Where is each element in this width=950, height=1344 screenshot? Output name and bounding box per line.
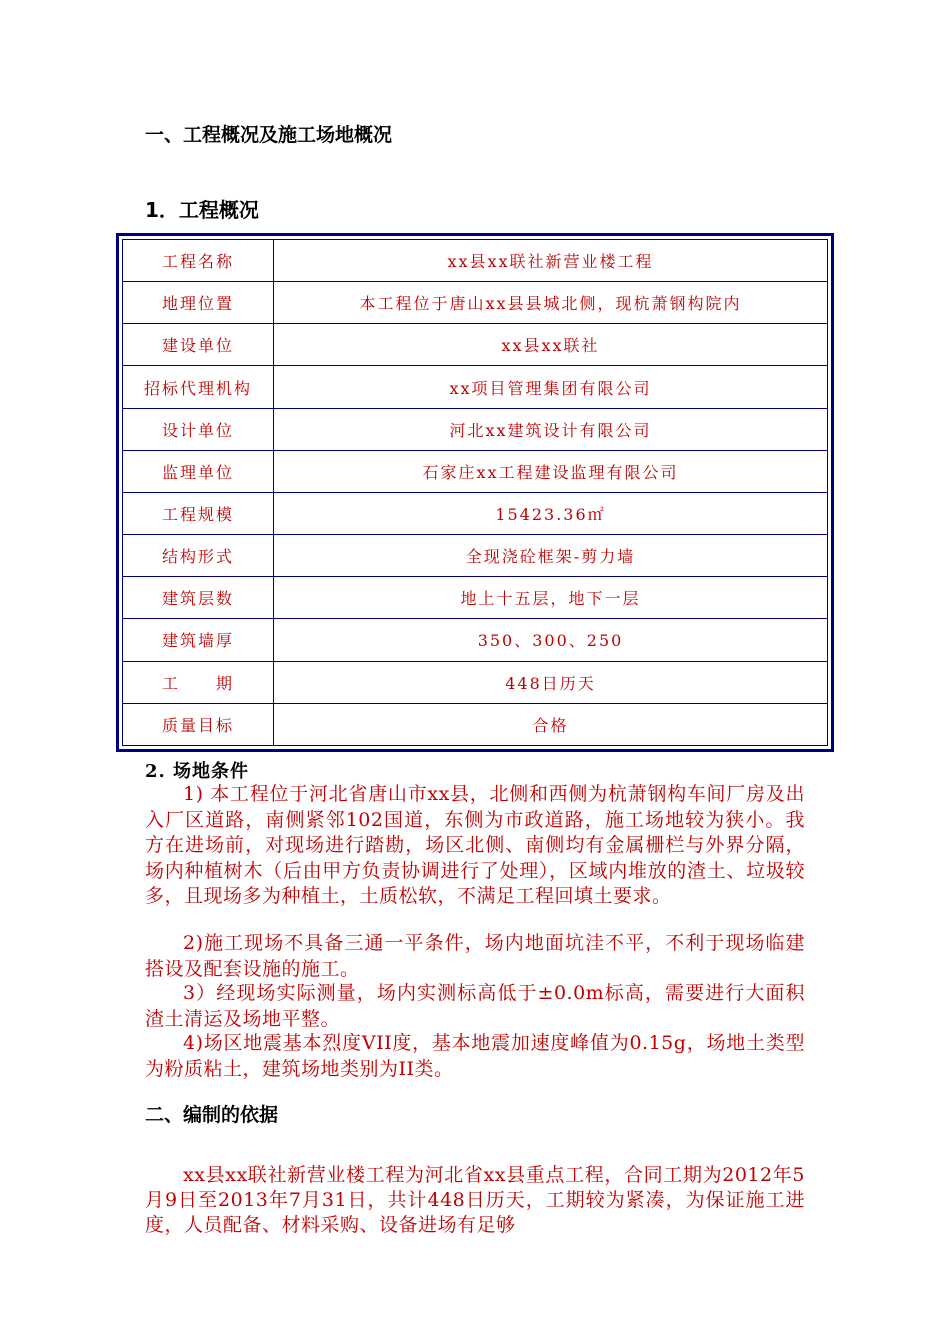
row-value: 全现浇砼框架-剪力墙: [274, 535, 828, 577]
site-condition-paragraph-3: 3）经现场实际测量，场内实测标高低于±0.0m标高，需要进行大面积渣土清运及场地平整。: [145, 982, 805, 1030]
table-row: [123, 492, 828, 534]
table-row: [123, 408, 828, 450]
basis-paragraph: xx县xx联社新营业楼工程为河北省xx县重点工程，合同工期为2012年5月9日至2013年7月31日，共计448日历天，工期较为紧凑，为保证施工进度，人员配备、材料采购、设备进场有足够: [145, 1164, 805, 1236]
row-label: 建设单位: [123, 324, 274, 366]
row-value: xx县xx联社新营业楼工程: [274, 240, 828, 282]
table-row: [123, 619, 828, 661]
table-row: [123, 366, 828, 408]
row-label: 工 期: [123, 661, 274, 703]
table-row: [123, 240, 828, 282]
site-condition-paragraph-2: 2)施工现场不具备三通一平条件，场内地面坑洼不平，不利于现场临建搭设及配套设施的施工。: [145, 932, 805, 980]
section-1-heading: 一、工程概况及施工场地概况: [145, 124, 393, 146]
section-2-heading: 二、编制的依据: [145, 1104, 279, 1126]
overview-table-grid: [122, 239, 828, 746]
table-row: [123, 577, 828, 619]
row-value: xx县xx联社: [274, 324, 828, 366]
table-row: [123, 661, 828, 703]
row-value: 448日历天: [274, 661, 828, 703]
row-value: 河北xx建筑设计有限公司: [274, 408, 828, 450]
row-value: 15423.36㎡: [274, 492, 828, 534]
project-overview-table: [116, 233, 834, 752]
row-value: xx项目管理集团有限公司: [274, 366, 828, 408]
table-row: [123, 324, 828, 366]
row-label: 建筑层数: [123, 577, 274, 619]
row-label: 工程名称: [123, 240, 274, 282]
subsection-2-heading: 2. 场地条件: [145, 761, 250, 782]
row-label: 设计单位: [123, 408, 274, 450]
row-label: 工程规模: [123, 492, 274, 534]
row-label: 结构形式: [123, 535, 274, 577]
site-condition-paragraph-4: 4)场区地震基本烈度VII度，基本地震加速度峰值为0.15g，场地土类型为粉质粘土，建筑场地类别为II类。: [145, 1032, 805, 1080]
row-label: 质量目标: [123, 703, 274, 745]
row-value: 地上十五层，地下一层: [274, 577, 828, 619]
row-value: 350、300、250: [274, 619, 828, 661]
row-label: 建筑墙厚: [123, 619, 274, 661]
table-row: [123, 535, 828, 577]
row-label: 地理位置: [123, 282, 274, 324]
site-condition-paragraph-1: 1) 本工程位于河北省唐山市xx县，北侧和西侧为杭萧钢构车间厂房及出入厂区道路，南侧紧邻102国道，东侧为市政道路，施工场地较为狭小。我方在进场前，对现场进行踏勘，场区北侧、南侧均有金属栅栏与外界分隔，场内种植树木（后由甲方负责协调进行了处理），区域内堆放的渣土、垃圾较多，且现场多为种植土，土质松软，不满足工程回填土要求。: [145, 783, 805, 907]
table-row: [123, 703, 828, 745]
subsection-1-heading: 1．工程概况: [145, 198, 259, 222]
row-value: 本工程位于唐山xx县县城北侧，现杭萧钢构院内: [274, 282, 828, 324]
row-value: 石家庄xx工程建设监理有限公司: [274, 450, 828, 492]
row-value: 合格: [274, 703, 828, 745]
row-label: 监理单位: [123, 450, 274, 492]
table-row: [123, 450, 828, 492]
table-row: [123, 282, 828, 324]
row-label: 招标代理机构: [123, 366, 274, 408]
